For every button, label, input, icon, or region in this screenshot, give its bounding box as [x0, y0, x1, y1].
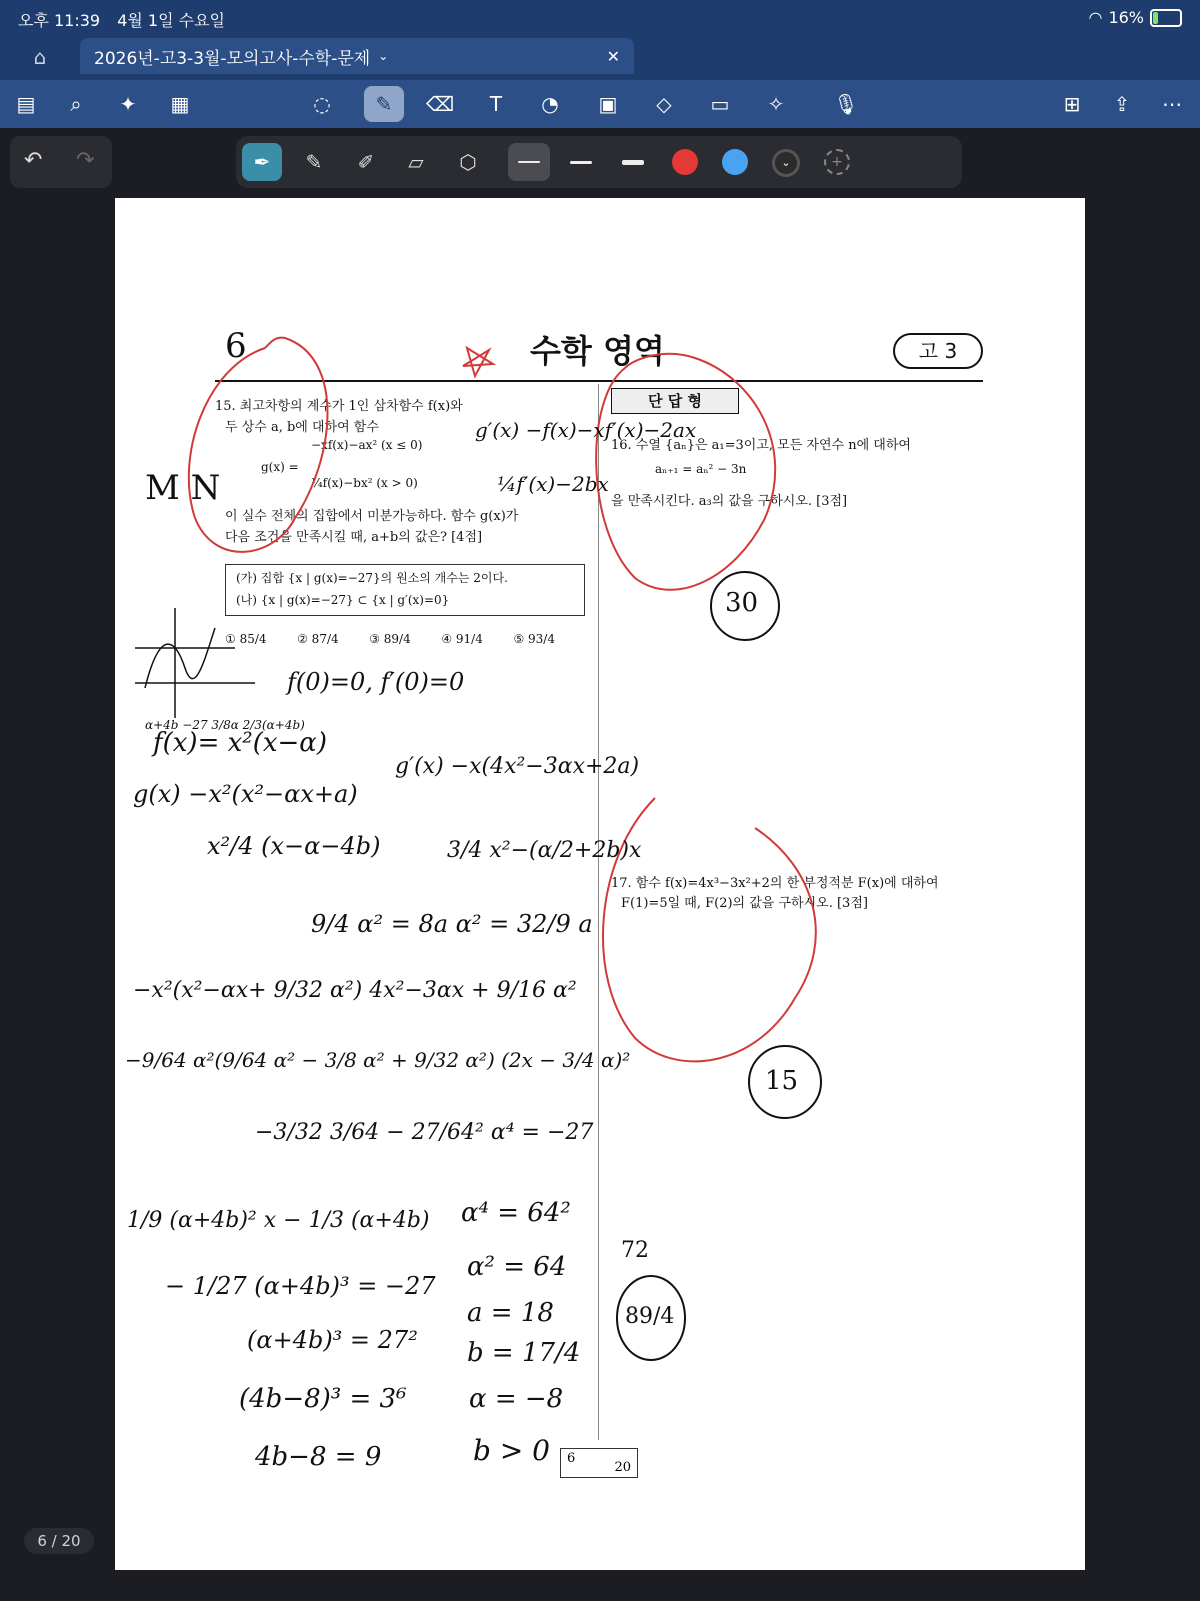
hw-line-3a: g(x) −x²(x²−αx+a)	[133, 780, 358, 808]
color-black-swatch[interactable]: ⌄	[772, 149, 800, 177]
document-tab[interactable]	[80, 38, 634, 74]
more-icon[interactable]: ⋯	[1162, 92, 1182, 116]
hw-line-6: −x²(x²−αx+ 9/32 α²) 4x²−3αx + 9/16 α²	[133, 978, 577, 1003]
stroke-thick[interactable]	[612, 143, 654, 181]
hw-line-9: 1/9 (α+4b)² x − 1/3 (α+4b)	[127, 1208, 430, 1233]
status-bar	[18, 8, 237, 31]
text-icon[interactable]: T	[489, 92, 503, 116]
hw-line-1: f(0)=0, f′(0)=0	[287, 668, 465, 696]
hw-right-3: a = 18	[467, 1298, 554, 1328]
q15-text: 15. 최고차항의 계수가 1인 삼차함수 f(x)와 두 상수 a, b에 대하여 함수	[215, 399, 463, 435]
sidebar-icon[interactable]: ▤	[16, 92, 36, 116]
add-page-icon[interactable]: ⊞	[1063, 92, 1081, 116]
hw-answer-15-top: 72	[621, 1238, 649, 1263]
short-answer-label: 단 답 형	[611, 388, 739, 414]
grade-badge: 고 3	[893, 333, 983, 369]
search-icon[interactable]: ⌕	[70, 92, 82, 116]
mic-icon[interactable]: 🎙	[833, 92, 859, 116]
redo-icon[interactable]: ↷	[76, 148, 95, 173]
stroke-medium[interactable]	[560, 143, 602, 181]
hw-line-10: − 1/27 (α+4b)³ = −27	[165, 1272, 436, 1300]
hw-right-6: b > 0	[473, 1434, 550, 1467]
section-title: 수학 영역	[530, 332, 665, 370]
laser-icon[interactable]: ✧	[767, 92, 785, 116]
choice-5[interactable]: ⑤ 93/4	[513, 632, 555, 646]
hw-graph-labels: α+4b −27 3/8α 2/3(α+4b)	[145, 718, 305, 732]
hw-line-11: (α+4b)³ = 27²	[247, 1326, 418, 1354]
q15-piece-bottom: ¼f(x)−bx² (x > 0)	[311, 476, 418, 490]
hw-right-5: α = −8	[469, 1384, 564, 1414]
q16-line1: 16. 수열 {aₙ}은 a₁=3이고, 모든 자연수 n에 대하여	[611, 438, 911, 453]
q17-line2: F(1)=5일 때, F(2)의 값을 구하시오. [3점]	[621, 896, 868, 911]
hw-answer-15: 89/4	[625, 1304, 675, 1329]
hw-line-13: 4b−8 = 9	[255, 1442, 382, 1472]
battery-icon	[1150, 9, 1182, 27]
choice-4[interactable]: ④ 91/4	[441, 632, 483, 646]
q16-line2: 을 만족시킨다. a₃의 값을 구하시오. [3점]	[611, 494, 848, 509]
shapes-icon[interactable]: ◇	[656, 92, 672, 116]
q15-body: 이 실수 전체의 집합에서 미분가능하다. 함수 g(x)가 다음 조건을 만족시킬 때, a+b의 값은? [4점]	[225, 509, 519, 545]
shape-pen-icon[interactable]: ⬡	[459, 150, 477, 174]
choice-2[interactable]: ② 87/4	[297, 632, 339, 646]
fountain-pen-icon[interactable]: ✒	[242, 143, 282, 181]
color-red-swatch[interactable]	[672, 149, 698, 175]
ink-annotations	[115, 198, 1085, 1570]
add-color-icon[interactable]: +	[824, 149, 850, 175]
hw-right-2: α² = 64	[467, 1252, 567, 1282]
q15-piece-top: −xf(x)−ax² (x ≤ 0)	[311, 438, 423, 452]
choice-1[interactable]: ① 85/4	[225, 632, 267, 646]
ruler-icon[interactable]: ▱	[408, 150, 424, 174]
doc-settings-icon[interactable]: ▦	[170, 92, 190, 116]
hw-line-4a: g′(x) −x(4x²−3αx+2a)	[395, 754, 640, 779]
wifi-icon: ◠	[1088, 8, 1103, 27]
stroke-thin[interactable]	[508, 143, 550, 181]
hw-answer-16: 30	[725, 588, 759, 618]
hw-gprime-bottom: ¼f′(x)−2bx	[497, 472, 609, 496]
brush-pen-icon[interactable]: ✐	[357, 150, 375, 174]
battery-percent: 16%	[1108, 8, 1144, 27]
page-number: 6	[225, 326, 247, 366]
hw-line-2: f(x)= x²(x−α)	[153, 728, 328, 758]
q17-line1: 17. 함수 f(x)=4x³−3x²+2의 한 부정적분 F(x)에 대하여	[611, 876, 939, 891]
hw-mn: M N	[145, 468, 221, 508]
home-icon[interactable]: ⌂	[33, 45, 47, 69]
status-date: 4월 1일 수요일	[117, 11, 226, 30]
share-icon[interactable]: ⇪	[1113, 92, 1131, 116]
hw-line-5: 9/4 α² = 8a α² = 32/9 a	[311, 910, 593, 938]
pen-icon[interactable]: ✎	[364, 86, 404, 122]
hw-right-1: α⁴ = 64²	[461, 1198, 571, 1228]
sticker-icon[interactable]: ◔	[541, 92, 559, 116]
hw-line-8: −3/32 3/64 − 27/64² α⁴ = −27	[255, 1120, 594, 1145]
status-time: 오후 11:39	[18, 11, 101, 30]
hw-line-4b: 3/4 x²−(α/2+2b)x	[447, 838, 642, 863]
color-blue-swatch[interactable]	[722, 149, 748, 175]
condition-b: (나) {x | g(x)=−27} ⊂ {x | g′(x)=0}	[236, 593, 450, 607]
q16-formula: aₙ₊₁ = aₙ² − 3n	[655, 462, 747, 476]
hw-line-7: −9/64 α²(9/64 α² − 3/8 α² + 9/32 α²) (2x − 3/4 α)²	[125, 1048, 631, 1072]
page-footer-badge: 6 20	[560, 1448, 638, 1478]
choice-3[interactable]: ③ 89/4	[369, 632, 411, 646]
document-tab-title: 2026년-고3-3월-모의고사-수학-문제	[94, 48, 371, 69]
hw-line-3b: x²/4 (x−α−4b)	[207, 832, 381, 860]
hw-line-12: (4b−8)³ = 3⁶	[239, 1384, 407, 1414]
page-counter[interactable]: 6 / 20	[24, 1528, 94, 1554]
note-icon[interactable]: ▭	[710, 92, 730, 116]
chevron-down-icon[interactable]: ⌄	[378, 49, 389, 63]
condition-a: (가) 집합 {x | g(x)=−27}의 원소의 개수는 2이다.	[236, 571, 508, 585]
hw-gprime-top: g′(x) −f(x)−xf′(x)−2ax	[475, 418, 697, 442]
hw-answer-17: 15	[765, 1066, 799, 1096]
hw-right-4: b = 17/4	[467, 1338, 581, 1368]
ball-pen-icon[interactable]: ✎	[305, 150, 323, 174]
status-right	[1088, 8, 1182, 27]
undo-icon[interactable]: ↶	[24, 148, 43, 173]
lasso-icon[interactable]: ◌	[313, 92, 331, 116]
close-icon[interactable]: ✕	[606, 46, 620, 66]
q15-g-label: g(x) =	[261, 460, 299, 474]
pdf-page[interactable]	[115, 198, 1085, 1570]
eraser-icon[interactable]: ⌫	[425, 92, 455, 116]
image-icon[interactable]: ▣	[598, 92, 618, 116]
sparkle-icon[interactable]: ✦	[119, 92, 137, 116]
